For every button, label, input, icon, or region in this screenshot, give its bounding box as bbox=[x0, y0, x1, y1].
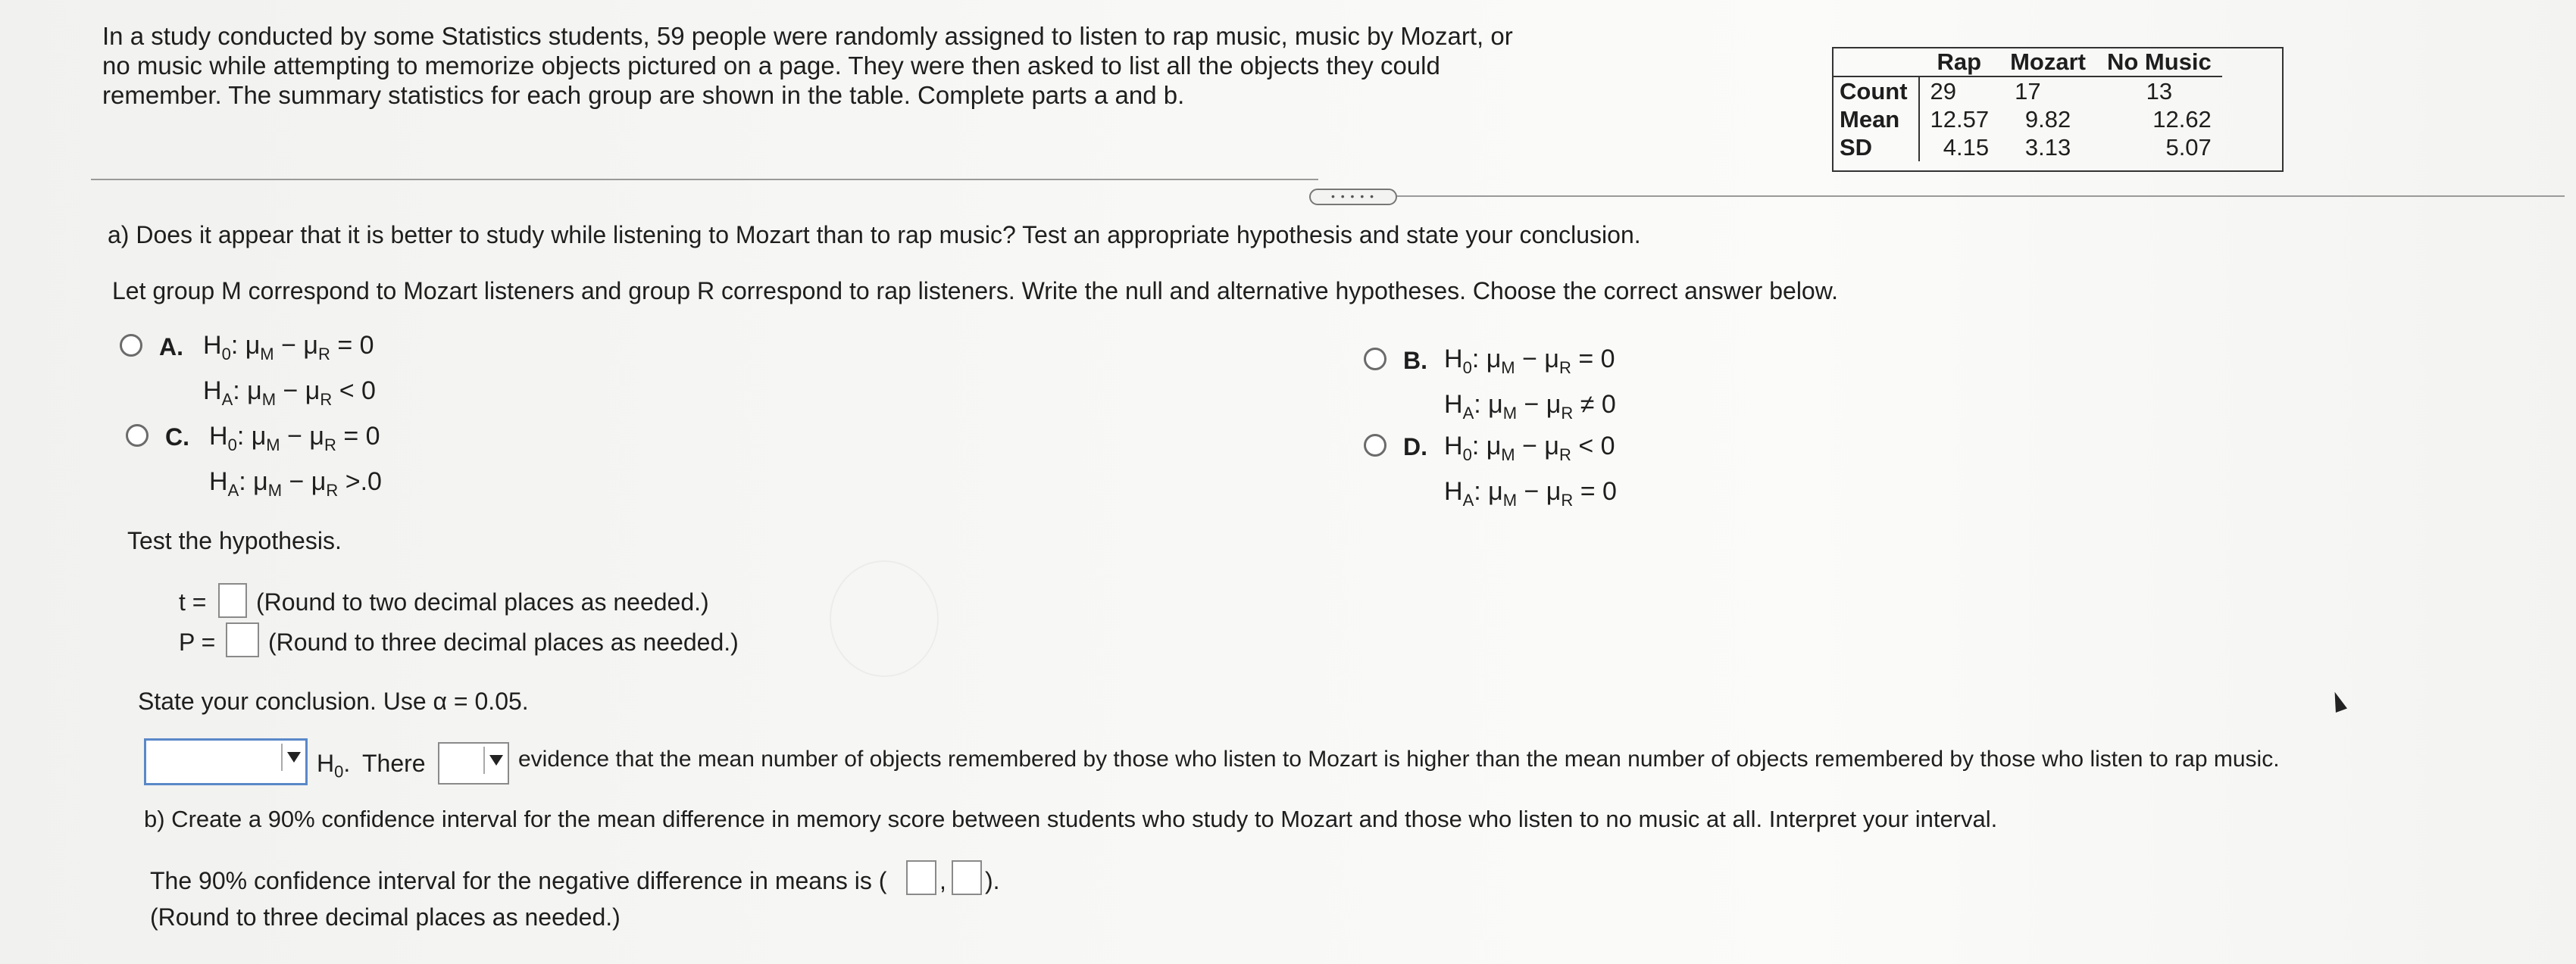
cell-sd-rap: 4.15 bbox=[1943, 133, 1990, 161]
divider-left bbox=[91, 179, 1318, 180]
cell-count-rap: 29 bbox=[1919, 76, 2000, 105]
intro-line-2: no music while attempting to memorize objects pictured on a page. They were then asked to list all the objects they could bbox=[102, 51, 1440, 80]
cell-sd-no-music: 5.07 bbox=[2165, 133, 2212, 161]
cell-count-no-music: 13 bbox=[2096, 76, 2222, 105]
row-label-count: Count bbox=[1832, 76, 1919, 105]
option-a-ha: < 0 bbox=[339, 376, 376, 405]
problem-intro bbox=[102, 21, 1587, 110]
evidence-strength-dropdown[interactable] bbox=[438, 742, 509, 785]
option-c-h0: = 0 bbox=[343, 422, 380, 451]
ci-close: ). bbox=[985, 867, 1000, 894]
option-b-hypotheses[interactable]: $H_0$: $\mu_M - \mu_R = 0$ $H_A$: $\mu_M - \mu_R \ne 0$ bbox=[1444, 345, 1616, 423]
option-d-label: D. bbox=[1403, 433, 1427, 460]
option-c-ha: >.0 bbox=[345, 466, 382, 496]
t-label: t = bbox=[179, 588, 207, 616]
chevron-down-icon bbox=[281, 744, 304, 771]
row-label-sd: SD bbox=[1832, 133, 1919, 161]
p-hint: (Round to three decimal places as needed.) bbox=[268, 629, 739, 656]
conclusion-heading: State your conclusion. Use α = 0.05. bbox=[138, 688, 529, 715]
part-a-question: a) Does it appear that it is better to study while listening to Mozart than to rap music? Test an appropriate hypothesis and state your conclusion. bbox=[108, 221, 1641, 248]
option-d-h0: < 0 bbox=[1578, 432, 1615, 460]
screen-smudge bbox=[830, 560, 939, 677]
t-value-input[interactable] bbox=[218, 583, 247, 618]
table-frame bbox=[1832, 47, 2284, 172]
p-value-input[interactable] bbox=[226, 622, 259, 657]
cell-mean-mozart: 9.82 bbox=[2024, 105, 2071, 133]
ci-upper-input[interactable] bbox=[952, 860, 982, 895]
part-a-instruction: Let group M correspond to Mozart listeners and group R correspond to rap listeners. Write the null and alternative hypotheses. Choose the correct answer below. bbox=[112, 277, 1838, 304]
option-a-hypotheses[interactable]: $H_0$: $\mu_M - \mu_R = 0$ $H_A$: $\mu_M - \mu_R < 0$ bbox=[203, 331, 376, 409]
option-d-ha: = 0 bbox=[1580, 476, 1617, 506]
radio-option-b[interactable] bbox=[1364, 348, 1386, 370]
col-header-rap: Rap bbox=[1937, 48, 1982, 75]
radio-option-c[interactable] bbox=[126, 424, 148, 447]
h0-there-text: There bbox=[362, 750, 426, 777]
reject-decision-dropdown[interactable] bbox=[144, 738, 308, 785]
radio-option-d[interactable] bbox=[1364, 434, 1386, 457]
ci-text: The 90% confidence interval for the negative difference in means is ( bbox=[150, 867, 887, 894]
row-label-mean: Mean bbox=[1832, 105, 1919, 133]
option-a-h0: = 0 bbox=[337, 331, 374, 360]
cell-mean-rap: 12.57 bbox=[1930, 105, 1990, 133]
cell-mean-no-music: 12.62 bbox=[2152, 105, 2212, 133]
intro-line-1: In a study conducted by some Statistics students, 59 people were randomly assigned to listen to rap music, music by Mozart, or bbox=[102, 22, 1513, 50]
p-label: P = bbox=[179, 629, 216, 656]
ci-round-hint: (Round to three decimal places as needed.) bbox=[150, 903, 621, 931]
option-b-ha: ≠ 0 bbox=[1580, 389, 1616, 419]
option-a-label: A. bbox=[159, 333, 183, 360]
expand-toggle-button[interactable]: • • • • • bbox=[1309, 189, 1397, 205]
cell-count-mozart: 17 bbox=[1999, 76, 2096, 105]
option-b-label: B. bbox=[1403, 347, 1427, 374]
mouse-cursor-icon bbox=[2329, 690, 2347, 713]
chevron-down-icon bbox=[483, 747, 506, 774]
option-d-hypotheses[interactable]: $H_0$: $\mu_M - \mu_R < 0$ $H_A$: $\mu_M - \mu_R = 0$ bbox=[1444, 432, 1617, 510]
t-hint: (Round to two decimal places as needed.) bbox=[256, 588, 709, 616]
intro-line-3: remember. The summary statistics for each group are shown in the table. Complete parts a and b. bbox=[102, 81, 1185, 109]
option-c-hypotheses[interactable]: $H_0$: $\mu_M - \mu_R = 0$ $H_A$: $\mu_M - \mu_R >.0$ bbox=[209, 422, 382, 500]
ci-lower-input[interactable] bbox=[906, 860, 936, 895]
radio-option-a[interactable] bbox=[120, 334, 142, 357]
col-header-mozart: Mozart bbox=[2010, 48, 2086, 75]
evidence-text: evidence that the mean number of objects remembered by those who listen to Mozart is higher than the mean number of objects remembered by those who listen to rap music. bbox=[518, 747, 2280, 772]
cell-sd-mozart: 3.13 bbox=[2024, 133, 2071, 161]
option-b-h0: = 0 bbox=[1578, 345, 1615, 373]
ci-separator: , bbox=[939, 867, 946, 894]
col-header-no-music: No Music bbox=[2107, 48, 2212, 75]
divider-right bbox=[1318, 195, 2565, 197]
option-c-label: C. bbox=[165, 423, 189, 451]
test-heading: Test the hypothesis. bbox=[127, 527, 342, 554]
part-b-question: b) Create a 90% confidence interval for the mean difference in memory score between students who study to Mozart and those who listen to no music at all. Interpret your interval. bbox=[144, 806, 1998, 832]
